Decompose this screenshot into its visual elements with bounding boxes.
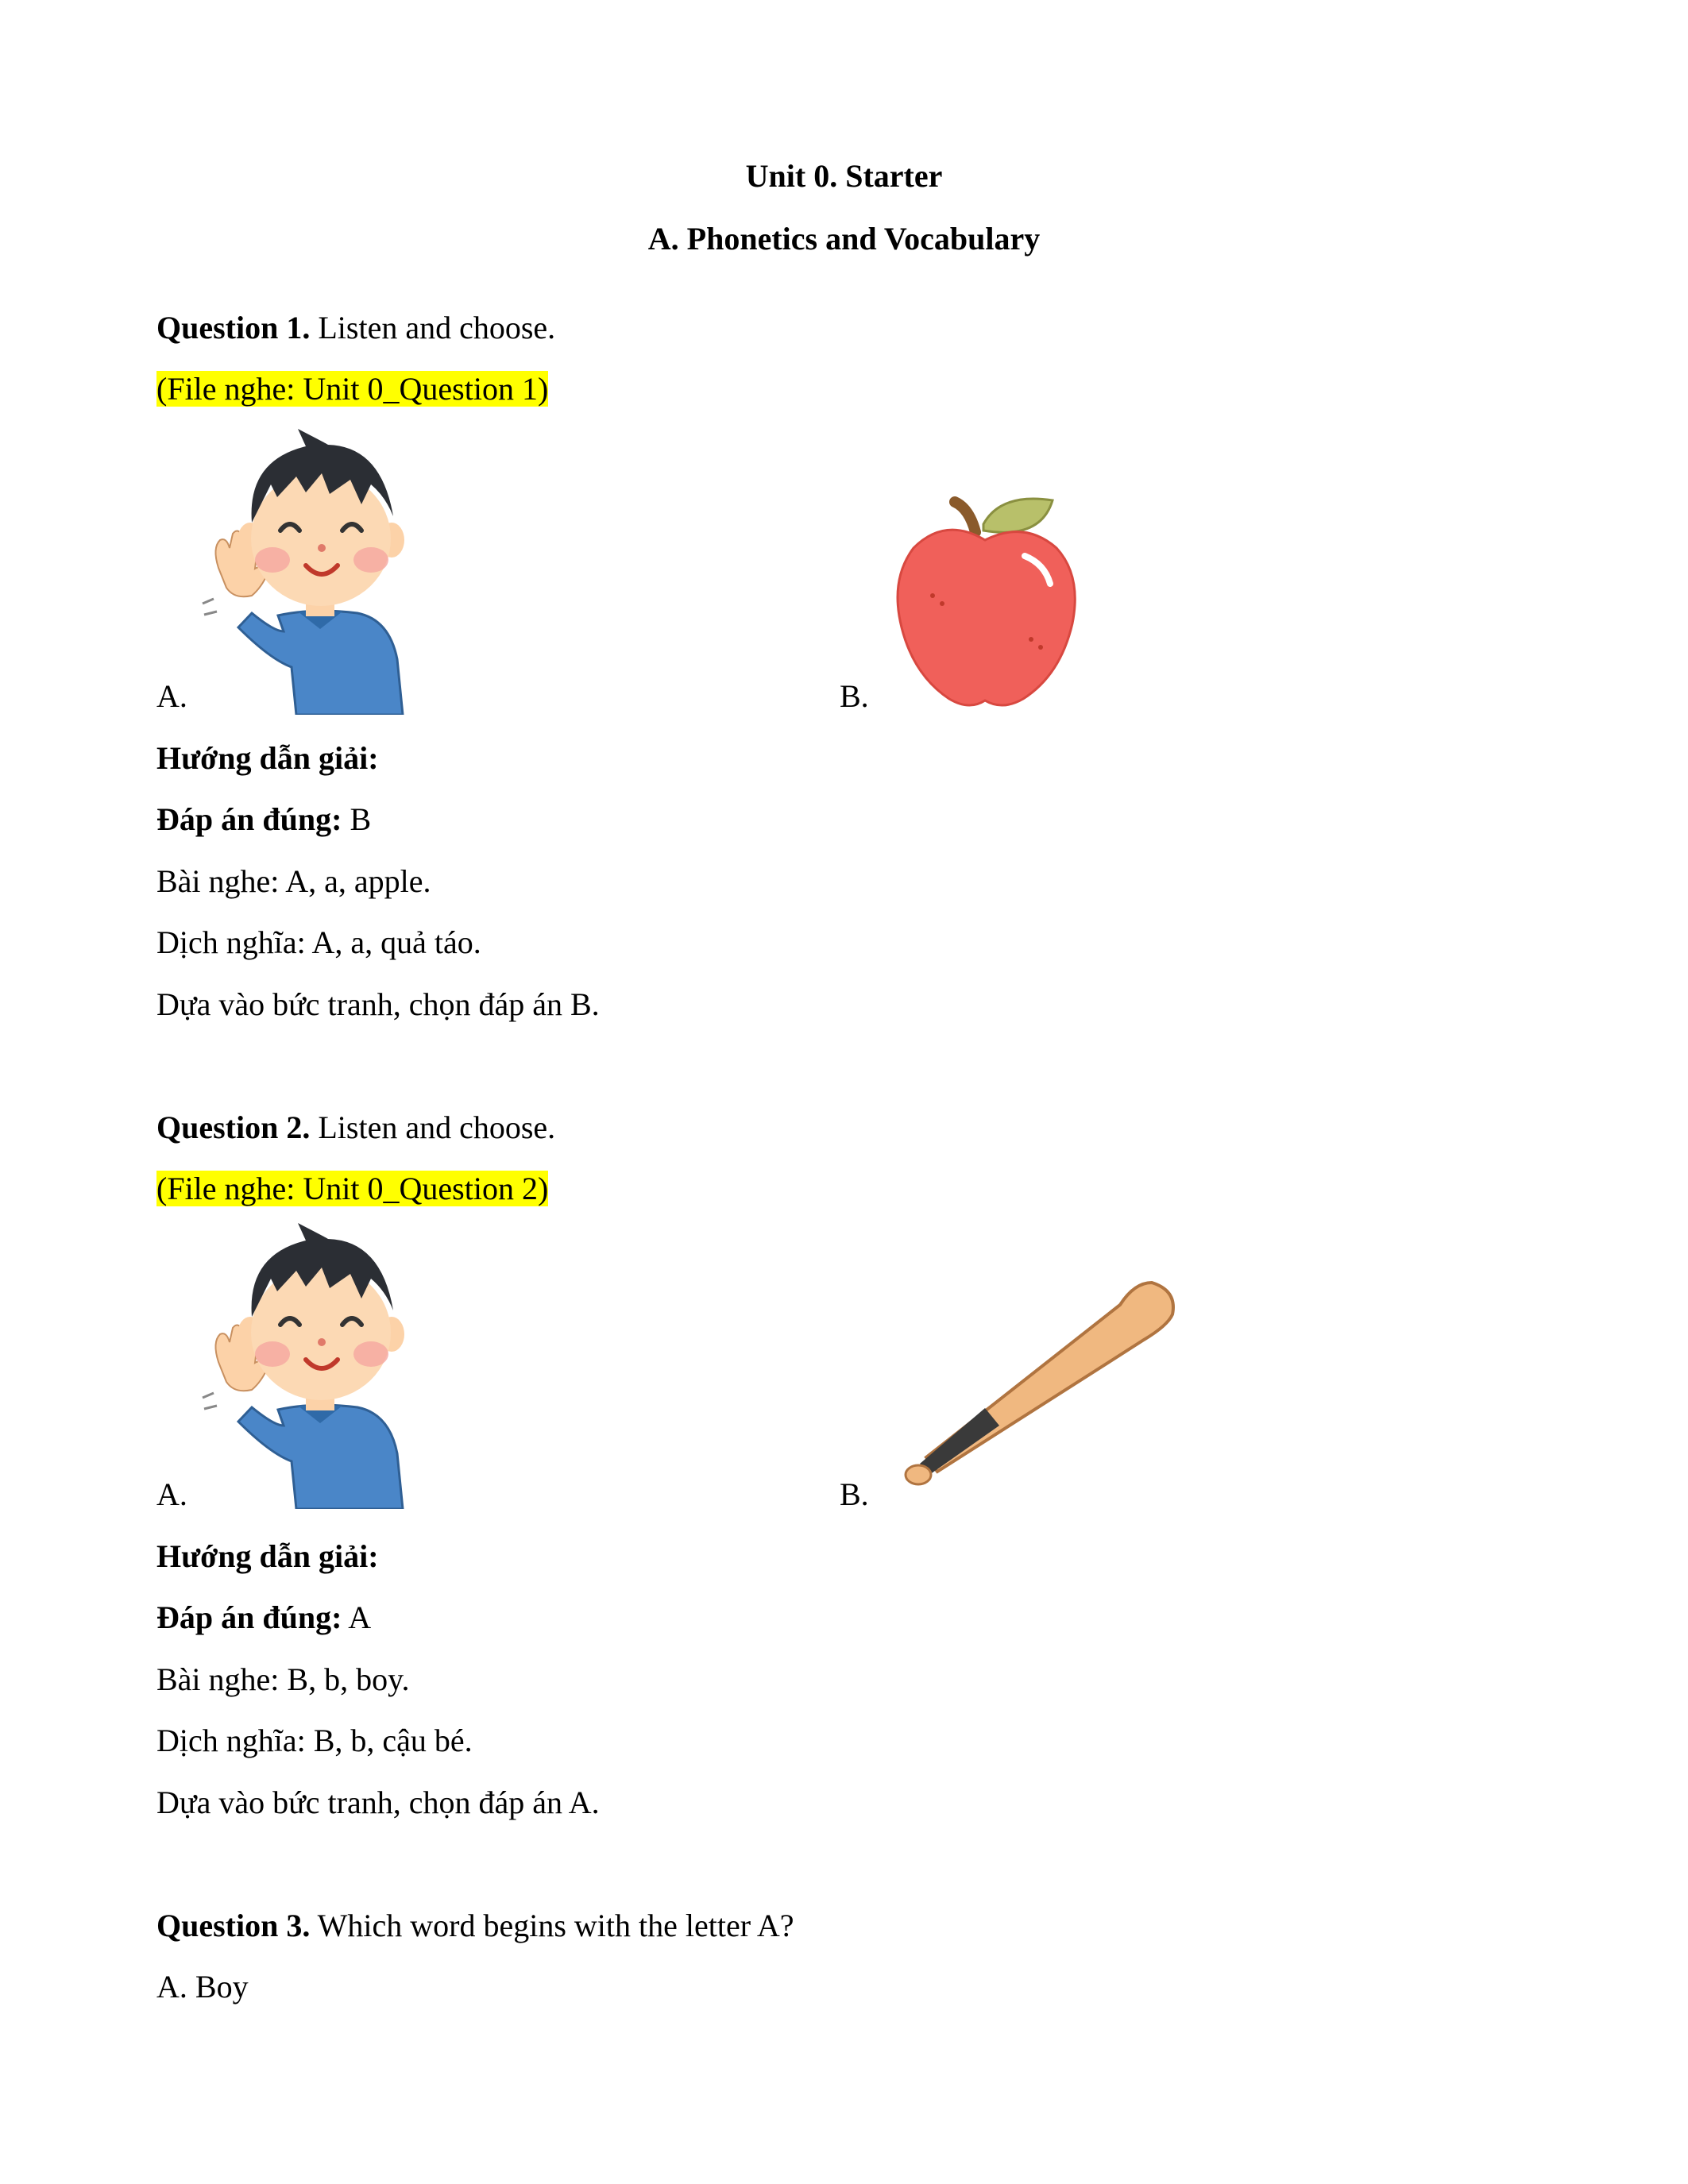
option-b-label: B. bbox=[840, 1476, 869, 1512]
question-2-audio bbox=[156, 1173, 548, 1205]
solution-heading: Hướng dẫn giải: bbox=[156, 740, 379, 776]
question-3 bbox=[156, 1910, 794, 1942]
explanation: Dựa vào bức tranh, chọn đáp án B. bbox=[156, 986, 600, 1022]
correct-answer bbox=[156, 1599, 372, 1635]
option-a-label: A. bbox=[156, 678, 187, 714]
answer-value: B bbox=[350, 801, 372, 837]
answer-label: Đáp án đúng: bbox=[156, 801, 342, 837]
option-a-text: A. Boy bbox=[156, 1969, 249, 2005]
apple-illustration bbox=[882, 492, 1088, 715]
explanation: Dựa vào bức tranh, chọn đáp án A. bbox=[156, 1785, 600, 1820]
question-1-label: Question 1. bbox=[156, 310, 311, 345]
translation: Dịch nghĩa: B, b, cậu bé. bbox=[156, 1723, 473, 1758]
question-2-prompt: Listen and choose. bbox=[318, 1109, 556, 1145]
boy-illustration bbox=[195, 429, 417, 715]
option-b-label: B. bbox=[840, 678, 869, 714]
boy-illustration bbox=[195, 1223, 417, 1509]
question-1 bbox=[156, 312, 555, 344]
listening-transcript: Bài nghe: A, a, apple. bbox=[156, 863, 431, 899]
solution-heading: Hướng dẫn giải: bbox=[156, 1538, 379, 1574]
audio-file-label: (File nghe: Unit 0_Question 2) bbox=[156, 1171, 549, 1206]
question-2-label: Question 2. bbox=[156, 1109, 311, 1145]
listening-transcript: Bài nghe: B, b, boy. bbox=[156, 1661, 410, 1697]
question-1-prompt: Listen and choose. bbox=[318, 310, 556, 345]
translation: Dịch nghĩa: A, a, quả táo. bbox=[156, 924, 481, 960]
audio-file-label: (File nghe: Unit 0_Question 1) bbox=[156, 371, 549, 407]
answer-value: A bbox=[348, 1599, 372, 1635]
answer-label: Đáp án đúng: bbox=[156, 1599, 342, 1635]
option-a-label: A. bbox=[156, 1476, 187, 1512]
question-2 bbox=[156, 1109, 556, 1145]
correct-answer bbox=[156, 801, 372, 837]
page-title: Unit 0. Starter bbox=[745, 158, 943, 194]
question-3-label: Question 3. bbox=[156, 1908, 311, 1943]
baseball-bat-illustration bbox=[882, 1267, 1184, 1497]
question-1-audio bbox=[156, 373, 548, 405]
section-heading: A. Phonetics and Vocabulary bbox=[647, 221, 1041, 257]
question-3-prompt: Which word begins with the letter A? bbox=[317, 1908, 794, 1943]
